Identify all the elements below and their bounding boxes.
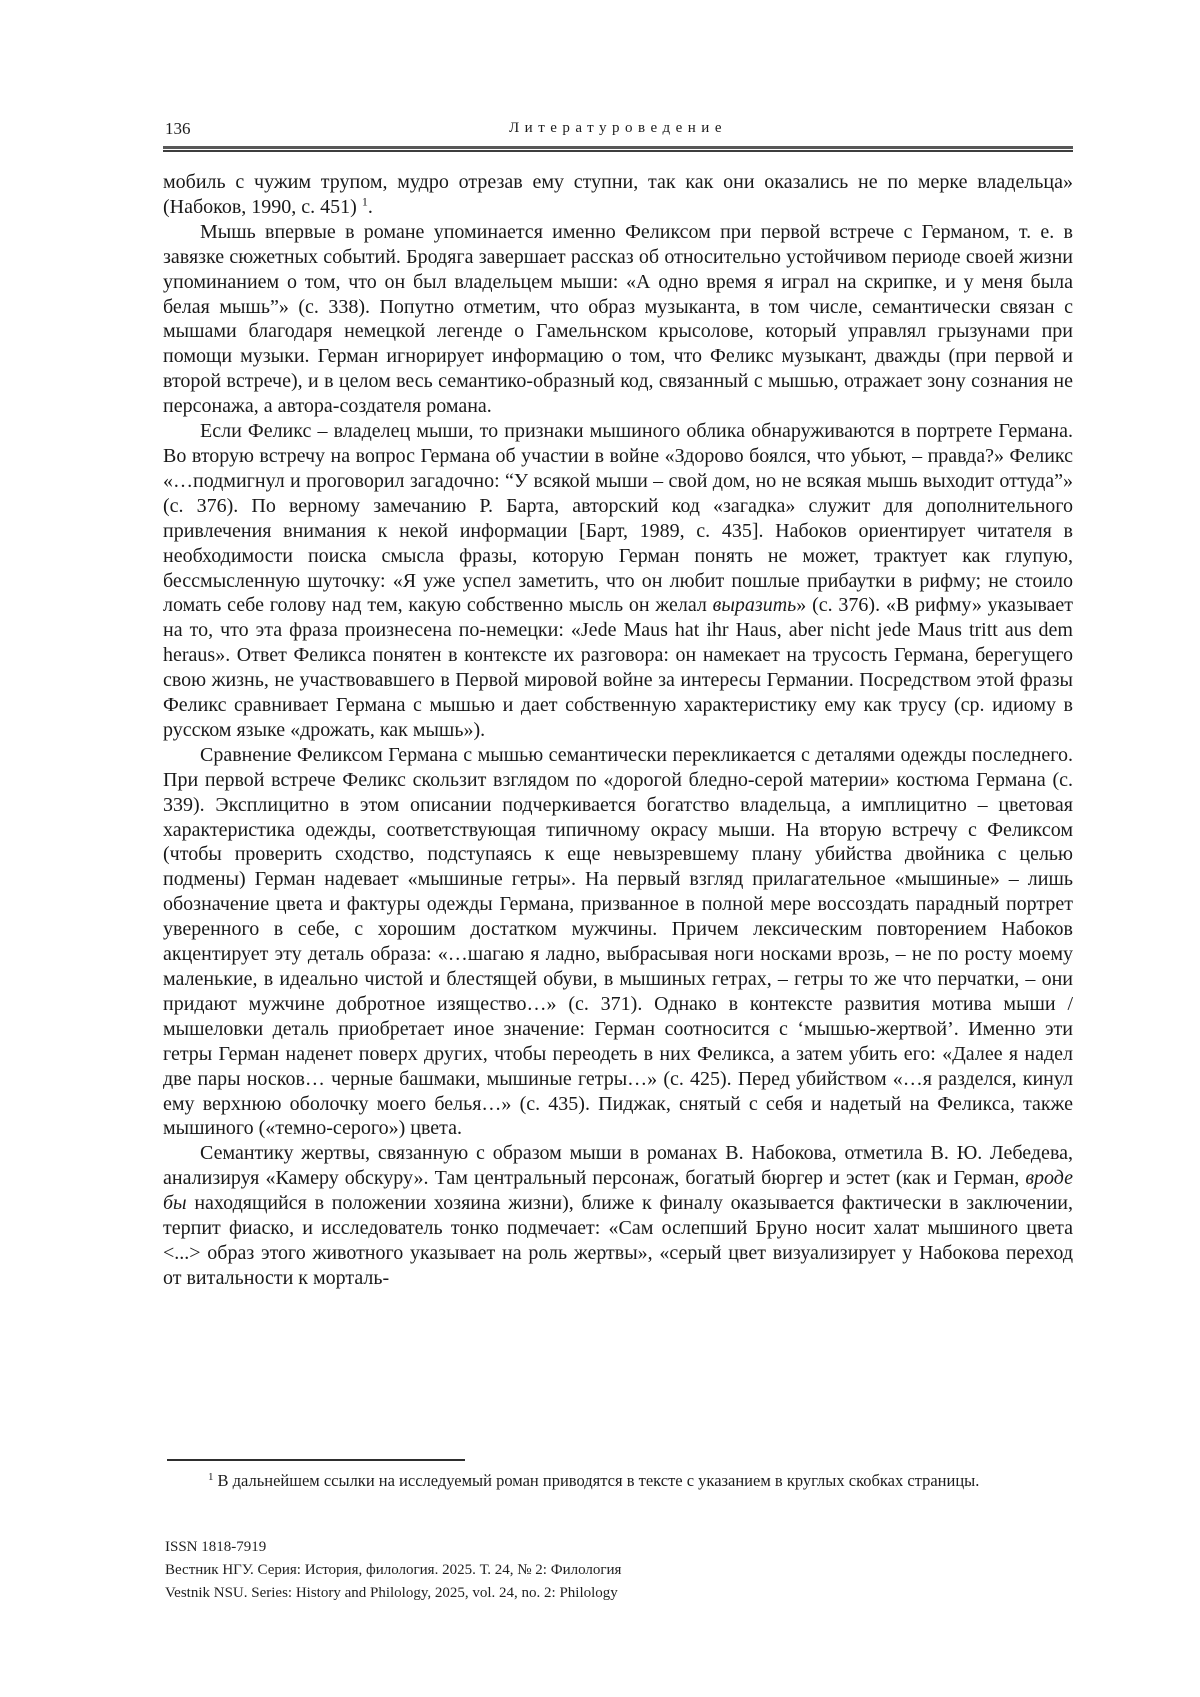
text-run: . bbox=[367, 195, 373, 218]
footnote-reference: 1 bbox=[361, 194, 368, 209]
footer-journal-en: Vestnik NSU. Series: History and Philology, 2025, vol. 24, no. 2: Philology bbox=[165, 1585, 618, 1602]
paragraph bbox=[163, 743, 1073, 1142]
page-number: 136 bbox=[165, 119, 191, 138]
text-run: Мышь впервые в романе упоминается именно Феликсом при первой встрече с Германом, т. е. в завязке сюжетных событий. Бродяга завершает рассказ об относительно устойчивом периоде своей жизни упоминанием о том, что он был владельцем мыши: «А одно время я играл на скрипке, и у меня была белая мышь”» (с. 338). Попутно отметим, что образ музыканта, в том числе, семантически связан с мышами благодаря немецкой легенде о Гамельнском крысолове, который управлял грызунами при помощи музыки. Герман игнорирует информацию о том, что Феликс музыкант, дважды (при первой и второй встрече), и в целом весь семантико-образный код, связанный с мышью, отражает зону сознания не персонажа, а автора-создателя романа. bbox=[163, 220, 1073, 418]
emphasis: выразить bbox=[712, 594, 797, 617]
text-run: Если Феликс – владелец мыши, то признаки мышиного облика обнаруживаются в портрете Германа. Во вторую встречу на вопрос Германа об участии в войне «Здорово боялся, что убьют, – правда?» Феликс «…подмигнул и проговорил загадочно: “У всякой мыши – свой дом, но не всякая мышь выходит оттуда”» (с. 376). По верному замечанию Р. Барта, авторский код «загадка» служит для дополнительного привлечения внимания к некой информации [Барт, 1989, с. 435]. Набоков ориентирует читателя в необходимости поиска смысла фразы, которую Герман понять не может, трактует как глупую, бессмысленную шуточку: «Я уже успел заметить, что он любит пошлые прибаутки в рифму; не стоило ломать себе голову над тем, какую собственно мысль он желал bbox=[163, 420, 1073, 617]
text-run: находящийся в положении хозяина жизни), ближе к финалу оказывается фактически в заключении, терпит фиаско, и исследователь тонко подмечает: «Сам ослепший Бруно носит халат мышиного цвета <...> образ этого животного указывает на роль жертвы», «серый цвет визуализирует у Набокова переход от витальности к морталь- bbox=[163, 1192, 1073, 1289]
body-text bbox=[163, 170, 1073, 1291]
footnote bbox=[163, 1470, 1073, 1492]
header-divider bbox=[163, 146, 1073, 152]
text-run: мобиль с чужим трупом, мудро отрезав ему ступни, так как они оказались не по мерке владельца» (Набоков, 1990, с. 451) bbox=[163, 171, 1073, 218]
paragraph bbox=[163, 1141, 1073, 1290]
paragraph bbox=[163, 170, 1073, 220]
page-footer bbox=[165, 1536, 1075, 1606]
footer-issn: ISSN 1818-7919 bbox=[165, 1539, 267, 1555]
running-head: Литературоведение bbox=[509, 120, 727, 136]
paragraph bbox=[163, 220, 1073, 419]
footnote-text: В дальнейшем ссылки на исследуемый роман приводятся в тексте с указанием в круглых скобках страницы. bbox=[217, 1471, 980, 1490]
text-run: » (с. 376). «В рифму» указывает на то, что эта фраза произнесена по-немецки: «Jede Maus hat ihr Haus, aber nicht jede Maus tritt aus dem heraus». Ответ Феликса понятен в контексте их разговора: он намекает на трусость Германа, берегущего свою жизнь, не участвовавшего в Первой мировой войне за интересы Германии. Посредством этой фразы Феликс сравнивает Германа с мышью и дает собственную характеристику ему как трусу (ср. идиому в русском языке «дрожать, как мышь»). bbox=[163, 594, 1073, 741]
paragraph bbox=[163, 419, 1073, 743]
footnote-divider bbox=[167, 1459, 465, 1461]
emphasis: вроде бы bbox=[163, 1167, 1073, 1215]
footnote-marker: 1 bbox=[208, 1470, 214, 1483]
text-run: Сравнение Феликсом Германа с мышью семантически перекликается с деталями одежды последнего. При первой встрече Феликс скользит взглядом по «дорогой бледно-серой материи» костюма Германа (с. 339). Эксплицитно в этом описании подчеркивается богатство владельца, а имплицитно – цветовая характеристика одежды, соответствующая типичному окрасу мыши. На вторую встречу с Феликсом (чтобы проверить сходство, подступаясь к еще невызревшему плану убийства двойника с целью подмены) Герман надевает «мышиные гетры». На первый взгляд прилагательное «мышиные» – лишь обозначение цвета и фактуры одежды Германа, призванное в полной мере воссоздать парадный портрет уверенного в себе, с хорошим достатком мужчины. Причем лексическим повторением Набоков акцентирует эту деталь образа: «…шагаю я ладно, выбрасывая ноги носками врозь, – не по росту моему маленькие, в идеально чистой и блестящей обуви, в мышиных гетрах, – гетры то же что перчатки, – они придают мужчине добротное изящество…» (с. 371). Однако в контексте развития мотива мыши / мышеловки деталь приобретает иное значение: Герман соотносится с ‘мышью-жертвой’. Именно эти гетры Герман наденет поверх других, чтобы переодеть в них Феликса, а затем убить его: «Далее я надел две пары носков… черные башмаки, мышиные гетры…» (с. 425). Перед убийством «…я разделся, кинул ему верхнюю оболочку моего белья…» (с. 435). Пиджак, снятый с себя и надетый на Феликса, также мышиного («темно-серого») цвета. bbox=[163, 743, 1073, 1140]
text-run: Семантику жертвы, связанную с образом мыши в романах В. Набокова, отметила В. Ю. Лебедева, анализируя «Камеру обскуру». Там центральный персонаж, богатый бюргер и эстет (как и Герман, bbox=[163, 1142, 1073, 1190]
page-header bbox=[163, 117, 1073, 141]
footer-journal-ru: Вестник НГУ. Серия: История, филология. 2025. Т. 24, № 2: Филология bbox=[165, 1562, 622, 1579]
